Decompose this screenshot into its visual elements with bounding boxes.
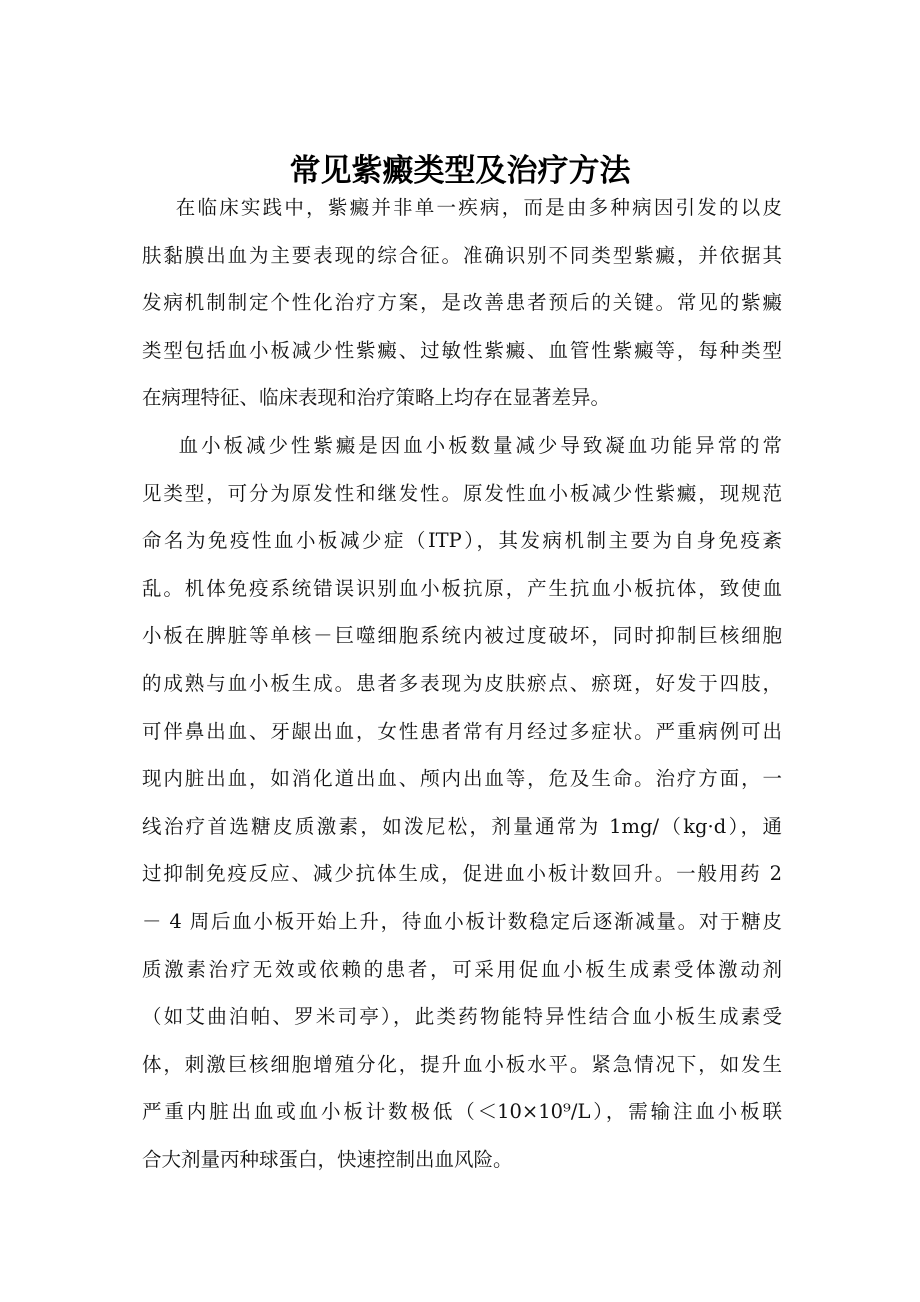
text-line: 类型包括血小板减少性紫癜、过敏性紫癜、血管性紫癜等，每种类型: [142, 338, 782, 362]
text-line: 过抑制免疫反应、减少抗体生成，促进血小板计数回升。一般用药 2: [142, 862, 782, 886]
text-line: 的成熟与血小板生成。患者多表现为皮肤瘀点、瘀斑，好发于四肢，: [142, 671, 782, 695]
text-line: 在病理特征、临床表现和治疗策略上均存在显著差异。: [142, 386, 611, 410]
text-line: 可伴鼻出血、牙龈出血，女性患者常有月经过多症状。严重病例可出: [142, 719, 782, 743]
paragraph-intro: [142, 184, 782, 422]
text-line: 发病机制制定个性化治疗方案，是改善患者预后的关键。常见的紫癜: [142, 291, 782, 315]
document-title: 常见紫癜类型及治疗方法: [289, 152, 631, 189]
text-line: 合大剂量丙种球蛋白，快速控制出血风险。: [142, 1147, 513, 1171]
text-line: 在临床实践中，紫癜并非单一疾病，而是由多种病因引发的以皮: [142, 196, 782, 219]
text-line: （如艾曲泊帕、罗米司亭），此类药物能特异性结合血小板生成素受: [142, 1005, 782, 1029]
text-line: 小板在脾脏等单核－巨噬细胞系统内被过度破坏，同时抑制巨核细胞: [142, 624, 782, 648]
text-line: － 4 周后血小板开始上升，待血小板计数稳定后逐渐减量。对于糖皮: [142, 909, 782, 933]
text-line: 体，刺激巨核细胞增殖分化，提升血小板水平。紧急情况下，如发生: [142, 1052, 782, 1076]
text-line: 现内脏出血，如消化道出血、颅内出血等，危及生命。治疗方面，一: [142, 767, 782, 791]
text-line: 乱。机体免疫系统错误识别血小板抗原，产生抗血小板抗体，致使血: [142, 576, 782, 600]
text-line: 肤黏膜出血为主要表现的综合征。准确识别不同类型紫癜，并依据其: [142, 243, 782, 267]
paragraph-itp: [142, 422, 782, 1184]
text-line: 见类型，可分为原发性和继发性。原发性血小板减少性紫癜，现规范: [142, 481, 782, 505]
text-line: 线治疗首选糖皮质激素，如泼尼松，剂量通常为 1mg/（kg·d），通: [142, 814, 782, 838]
text-line: 严重内脏出血或血小板计数极低（＜10×10⁹/L），需输注血小板联: [142, 1100, 782, 1124]
text-line: 质激素治疗无效或依赖的患者，可采用促血小板生成素受体激动剂: [142, 957, 782, 981]
text-line: 血小板减少性紫癜是因血小板数量减少导致凝血功能异常的常: [142, 434, 782, 457]
text-line: 命名为免疫性血小板减少症（ITP），其发病机制主要为自身免疫紊: [142, 529, 782, 553]
